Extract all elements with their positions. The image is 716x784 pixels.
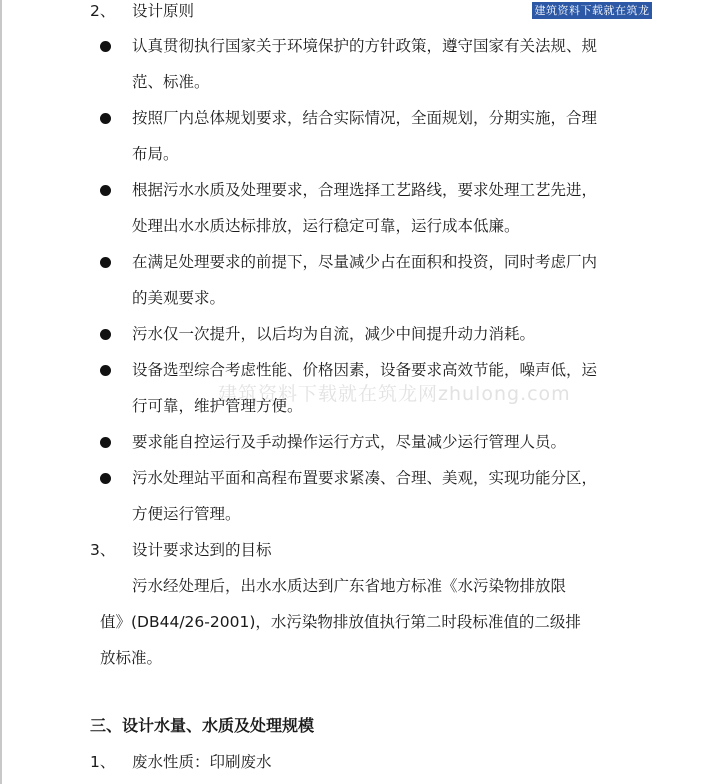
- bullet-dot-icon: [100, 185, 111, 196]
- bullet-dot-icon: [100, 257, 111, 268]
- bullet-dot-icon: [100, 113, 111, 124]
- section-2-title: 设计原则: [132, 2, 195, 20]
- bullet-dot-icon: [100, 329, 111, 340]
- bullet-8-line-1: 污水处理站平面和高程布置要求紧凑、合理、美观，实现功能分区，: [132, 469, 598, 487]
- bullet-dot-icon: [100, 437, 111, 448]
- bullet-7-line-1: 要求能自控运行及手动操作运行方式，尽量减少运行管理人员。: [132, 433, 567, 451]
- bullet-3-line-1: 根据污水水质及处理要求，合理选择工艺路线，要求处理工艺先进，: [132, 181, 598, 199]
- bullet-dot-icon: [100, 473, 111, 484]
- section-3-para-line-3: 放标准。: [100, 649, 163, 667]
- site-watermark-badge: 建筑资料下载就在筑龙网: [532, 2, 652, 19]
- bullet-4-line-1: 在满足处理要求的前提下，尽量减少占在面积和投资，同时考虑厂内: [132, 253, 598, 271]
- section-3-number: 3、: [90, 541, 116, 559]
- section-3-para-line-1: 污水经处理后，出水水质达到广东省地方标准《水污染物排放限: [132, 577, 567, 595]
- section-3-title: 设计要求达到的目标: [132, 541, 272, 559]
- bullet-2-line-1: 按照厂内总体规划要求，结合实际情况，全面规划，分期实施，合理: [132, 109, 598, 127]
- bullet-3-line-2: 处理出水水质达标排放，运行稳定可靠，运行成本低廉。: [132, 217, 520, 235]
- chapter-3-heading: 三、设计水量、水质及处理规模: [90, 716, 315, 735]
- page-left-border: [0, 0, 2, 784]
- item-1-number: 1、: [90, 753, 116, 771]
- bullet-5-line-1: 污水仅一次提升，以后均为自流，减少中间提升动力消耗。: [132, 325, 536, 343]
- bullet-dot-icon: [100, 365, 111, 376]
- bullet-6-line-1: 设备选型综合考虑性能、价格因素，设备要求高效节能，噪声低，运: [132, 361, 598, 379]
- bullet-1-line-1: 认真贯彻执行国家关于环境保护的方针政策，遵守国家有关法规、规: [132, 37, 598, 55]
- bullet-4-line-2: 的美观要求。: [132, 289, 226, 307]
- bullet-8-line-2: 方便运行管理。: [132, 505, 241, 523]
- section-2-number: 2、: [90, 2, 116, 20]
- bullet-6-line-2: 行可靠，维护管理方便。: [132, 397, 303, 415]
- bullet-2-line-2: 布局。: [132, 145, 179, 163]
- bullet-1-line-2: 范、标准。: [132, 73, 210, 91]
- section-3-para-line-2: 值》(DB44/26-2001)，水污染物排放值执行第二时段标准值的二级排: [100, 613, 581, 631]
- faint-watermark-text: 建筑资料下载就在筑龙网zhulong.com: [218, 383, 571, 405]
- bullet-dot-icon: [100, 41, 111, 52]
- item-1-text: 废水性质：印刷废水: [132, 753, 272, 771]
